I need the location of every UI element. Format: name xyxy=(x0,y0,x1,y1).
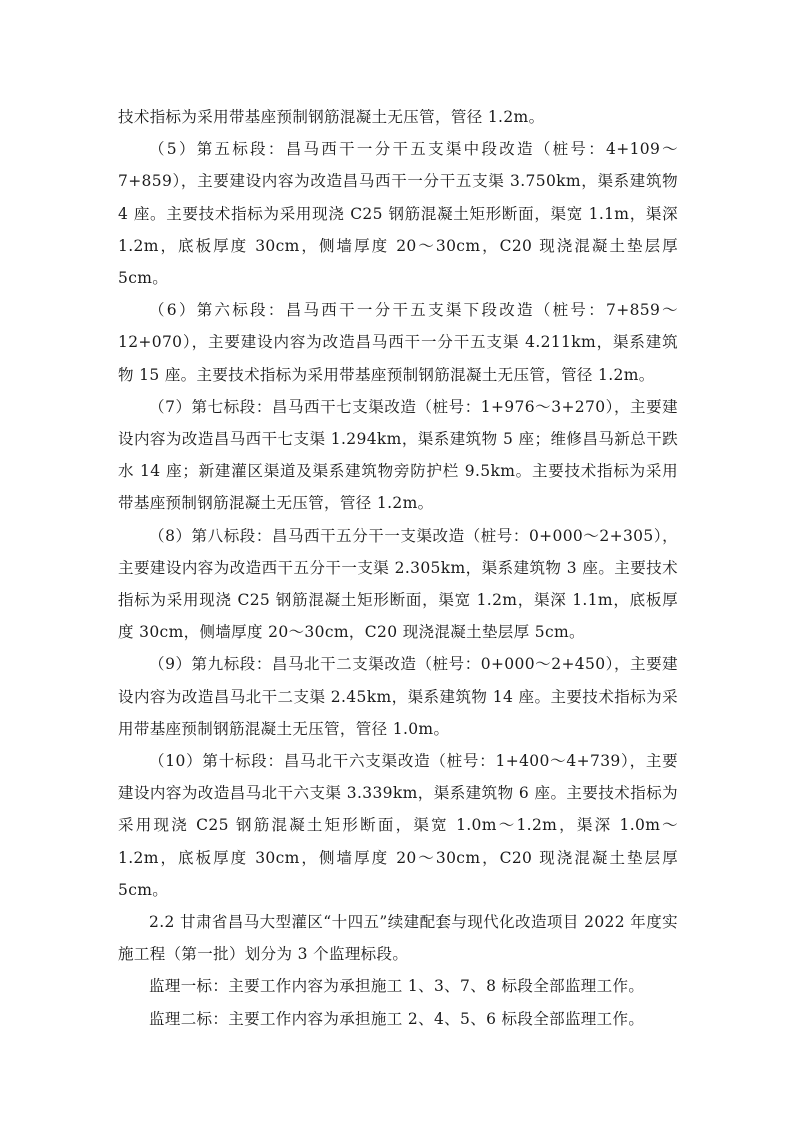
paragraph-supervision-lot-1: 监理一标：主要工作内容为承担施工 1、3、7、8 标段全部监理工作。 xyxy=(149,977,645,996)
paragraph-supervision-lot-2: 监理二标：主要工作内容为承担施工 2、4、5、6 标段全部监理工作。 xyxy=(149,1009,645,1028)
document-body xyxy=(118,101,678,1035)
paragraph-section-5: （5）第五标段：昌马西干一分干五支渠中段改造（桩号：4+109～7+859），主要建设内容为改造昌马西干一分干五支渠 3.750km，渠系建筑物 4 座。主要技术指标为采用现浇 C25 钢筋混凝土矩形断面，渠宽 1.1m，渠深 1.2m，底板厚度 30cm，侧墙厚度 20～30cm，C20 现浇混凝土垫层厚 5cm。 xyxy=(118,140,678,288)
paragraph-continuation: 技术指标为采用带基座预制钢筋混凝土无压管，管径 1.2m。 xyxy=(118,108,545,126)
paragraph-section-8: （8）第八标段：昌马西干五分干一支渠改造（桩号：0+000～2+305），主要建设内容为改造西干五分干一支渠 2.305km，渠系建筑物 3 座。主要技术指标为采用现浇 C25 钢筋混凝土矩形断面，渠宽 1.2m，渠深 1.1m，底板厚度 30cm，侧墙厚度 20～30cm，C20 现浇混凝土垫层厚 5cm。 xyxy=(118,526,678,642)
paragraph-supervision-intro: 2.2 甘肃省昌马大型灌区“十四五”续建配套与现代化改造项目 2022 年度实施工程（第一批）划分为 3 个监理标段。 xyxy=(118,913,678,964)
paragraph-section-6: （6）第六标段：昌马西干一分干五支渠下段改造（桩号：7+859～12+070），主要建设内容为改造昌马西干一分干五支渠 4.211km，渠系建筑物 15 座。主要技术指标为采用带基座预制钢筋混凝土无压管，管径 1.2m。 xyxy=(118,301,678,384)
paragraph-section-10: （10）第十标段：昌马北干六支渠改造（桩号：1+400～4+739），主要建设内容为改造昌马北干六支渠 3.339km，渠系建筑物 6 座。主要技术指标为采用现浇 C25 钢筋混凝土矩形断面，渠宽 1.0m～1.2m，渠深 1.0m～1.2m，底板厚度 30cm，侧墙厚度 20～30cm，C20 现浇混凝土垫层厚 5cm。 xyxy=(118,752,678,899)
paragraph-section-9: （9）第九标段：昌马北干二支渠改造（桩号：0+000～2+450），主要建设内容为改造昌马北干二支渠 2.45km，渠系建筑物 14 座。主要技术指标为采用带基座预制钢筋混凝土无压管，管径 1.0m。 xyxy=(118,655,678,738)
paragraph-section-7: （7）第七标段：昌马西干七支渠改造（桩号：1+976～3+270），主要建设内容为改造昌马西干七支渠 1.294km，渠系建筑物 5 座；维修昌马新总干跌水 14 座；新建灌区渠道及渠系建筑物旁防护栏 9.5km。主要技术指标为采用带基座预制钢筋混凝土无压管，管径 1.2m。 xyxy=(118,397,678,513)
